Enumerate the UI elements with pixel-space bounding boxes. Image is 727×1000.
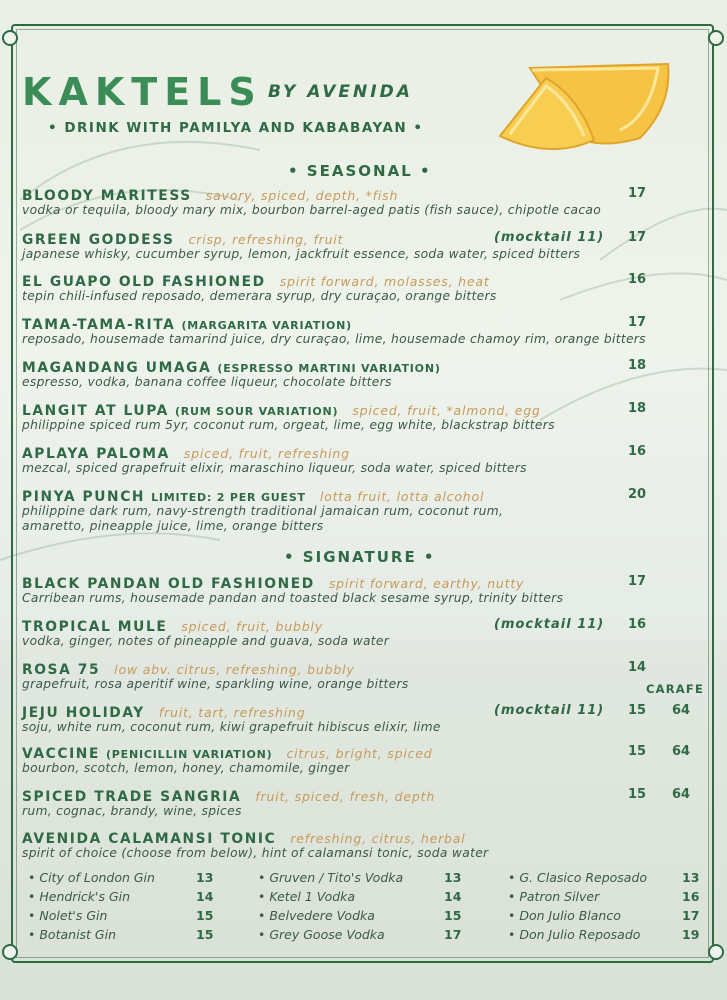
tasting-notes: fruit, spiced, fresh, depth: [255, 789, 436, 804]
menu-item: [22, 828, 712, 861]
spirit-option: [258, 889, 355, 904]
menu-item: [22, 229, 712, 262]
drink-name: APLAYA PALOMA: [22, 446, 170, 462]
tasting-notes: crisp, refreshing, fruit: [188, 232, 344, 247]
section-heading-signature: • SIGNATURE •: [284, 548, 436, 566]
spirit-option: [508, 889, 599, 904]
spirit-name: Ketel 1 Vodka: [269, 889, 356, 904]
spirit-name: Botanist Gin: [39, 927, 117, 942]
drink-description: vodka or tequila, bloody mary mix, bourbon barrel-aged patis (fish sauce), chipotle cacao: [22, 203, 602, 217]
spirit-option: [28, 870, 155, 885]
mocktail-price: (mocktail 11): [494, 703, 605, 718]
drink-price: 18: [628, 401, 647, 416]
drink-name: BLACK PANDAN OLD FASHIONED: [22, 576, 315, 592]
menu-item-header: [22, 702, 712, 720]
spirit-name: Nolet's Gin: [39, 908, 108, 923]
spirit-price: 17: [682, 908, 700, 923]
menu-item: [22, 659, 712, 692]
menu-item-header: [22, 185, 712, 203]
drink-description: Carribean rums, housemade pandan and toasted black sesame syrup, trinity bitters: [22, 591, 564, 605]
drink-name: SPICED TRADE SANGRIA: [22, 789, 242, 805]
drink-price: 16: [628, 272, 647, 287]
spirit-price: 13: [682, 870, 700, 885]
spirit-name: Hendrick's Gin: [39, 889, 131, 904]
menu-item: [22, 616, 712, 649]
drink-name: AVENIDA CALAMANSI TONIC: [22, 831, 277, 847]
spirit-option: [508, 870, 647, 885]
menu-item-header: [22, 400, 712, 418]
drink-description: philippine dark rum, navy-strength traditional jamaican rum, coconut rum,: [22, 504, 504, 518]
menu-item: [22, 314, 712, 347]
drink-description: japanese whisky, cucumber syrup, lemon, jackfruit essence, soda water, spiced bitters: [22, 247, 581, 261]
bullet-dot-icon: •: [28, 889, 36, 904]
menu-item-header: [22, 743, 712, 761]
tasting-notes: low abv. citrus, refreshing, bubbly: [114, 662, 355, 677]
carafe-price: 64: [672, 703, 691, 718]
mocktail-price: (mocktail 11): [494, 230, 605, 245]
drink-description: reposado, housemade tamarind juice, dry curaçao, lime, housemade chamoy rim, orange bitters: [22, 332, 646, 346]
spirit-option: [508, 908, 621, 923]
drink-price: 18: [628, 358, 647, 373]
spirit-option: [258, 870, 403, 885]
menu-item: [22, 185, 712, 218]
drink-description: espresso, vodka, banana coffee liqueur, chocolate bitters: [22, 375, 392, 389]
drink-variation: (PENICILLIN VARIATION): [105, 748, 273, 761]
drink-description: bourbon, scotch, lemon, honey, chamomile, ginger: [22, 761, 350, 775]
bullet-dot-icon: •: [508, 908, 516, 923]
corner-ornament: [2, 30, 18, 46]
spirit-price: 16: [682, 889, 700, 904]
bullet-dot-icon: •: [508, 870, 516, 885]
menu-item: [22, 573, 712, 606]
tasting-notes: spirit forward, molasses, heat: [279, 274, 490, 289]
spirit-price: 13: [196, 870, 214, 885]
menu-item: [22, 443, 712, 476]
drink-price: 16: [628, 617, 647, 632]
drink-name: TROPICAL MULE: [22, 619, 168, 635]
spirit-price: 15: [196, 927, 214, 942]
menu-item: [22, 486, 712, 534]
menu-item-header: [22, 786, 712, 804]
drink-price: 17: [628, 315, 647, 330]
spirit-name: Patron Silver: [519, 889, 600, 904]
spirit-option: [508, 927, 640, 942]
menu-title: KAKTELS: [22, 70, 263, 114]
drink-description: mezcal, spiced grapefruit elixir, maraschino liqueur, soda water, spiced bitters: [22, 461, 527, 475]
menu-tagline: • DRINK WITH PAMILYA AND KABABAYAN •: [48, 120, 424, 136]
menu-item-header: [22, 443, 712, 461]
bullet-dot-icon: •: [28, 927, 36, 942]
tasting-notes: lotta fruit, lotta alcohol: [319, 489, 485, 504]
menu-item: [22, 271, 712, 304]
spirit-name: Belvedere Vodka: [269, 908, 375, 923]
spirit-option: [258, 908, 375, 923]
carafe-column-label: CARAFE: [646, 682, 705, 696]
drink-price: 17: [628, 230, 647, 245]
drink-name: VACCINE: [22, 746, 100, 762]
bullet-dot-icon: •: [28, 908, 36, 923]
drink-description: amaretto, pineapple juice, lime, orange bitters: [22, 519, 324, 533]
tasting-notes: citrus, bright, spiced: [286, 746, 433, 761]
pineapple-slices-icon: [490, 56, 680, 166]
menu-byline: BY AVENIDA: [268, 82, 413, 102]
spirit-name: Gruven / Tito's Vodka: [269, 870, 404, 885]
carafe-price: 64: [672, 744, 691, 759]
menu-item: [22, 786, 712, 819]
tasting-notes: spiced, fruit, refreshing: [183, 446, 350, 461]
bullet-dot-icon: •: [508, 889, 516, 904]
spirit-name: G. Clasico Reposado: [519, 870, 648, 885]
spirit-name: Don Julio Blanco: [519, 908, 621, 923]
drink-name: TAMA-TAMA-RITA: [22, 317, 176, 333]
drink-description: soju, white rum, coconut rum, kiwi grapefruit hibiscus elixir, lime: [22, 720, 441, 734]
drink-variation: (MARGARITA VARIATION): [181, 319, 352, 332]
tasting-notes: spiced, fruit, bubbly: [181, 619, 323, 634]
spirit-option: [258, 927, 385, 942]
menu-item-header: [22, 229, 712, 247]
drink-price: 16: [628, 444, 647, 459]
bullet-dot-icon: •: [508, 927, 516, 942]
mocktail-price: (mocktail 11): [494, 617, 605, 632]
drink-variation: (RUM SOUR VARIATION): [174, 405, 339, 418]
tasting-notes: savory, spiced, depth, *fish: [205, 188, 399, 203]
spirit-price: 14: [444, 889, 462, 904]
menu-item: [22, 702, 712, 735]
drink-description: rum, cognac, brandy, wine, spices: [22, 804, 242, 818]
drink-variation: LIMITED: 2 PER GUEST: [151, 491, 306, 504]
drink-name: PINYA PUNCH: [22, 489, 146, 505]
drink-name: GREEN GODDESS: [22, 232, 175, 248]
drink-description: philippine spiced rum 5yr, coconut rum, orgeat, lime, egg white, blackstrap bitters: [22, 418, 555, 432]
drink-variation: (ESPRESSO MARTINI VARIATION): [217, 362, 441, 375]
spirit-price: 19: [682, 927, 700, 942]
spirit-name: City of London Gin: [39, 870, 155, 885]
drink-name: ROSA 75: [22, 662, 101, 678]
drink-price: 15: [628, 744, 647, 759]
drink-price: 15: [628, 703, 647, 718]
spirit-option: [28, 889, 130, 904]
drink-name: EL GUAPO OLD FASHIONED: [22, 274, 266, 290]
drink-name: LANGIT AT LUPA: [22, 403, 169, 419]
drink-description: tepin chili-infused reposado, demerara syrup, dry curaçao, orange bitters: [22, 289, 497, 303]
menu-item-header: [22, 271, 712, 289]
menu-item: [22, 743, 712, 776]
drink-description: grapefruit, rosa aperitif wine, sparkling wine, orange bitters: [22, 677, 409, 691]
menu-item-header: [22, 828, 712, 846]
section-heading-seasonal: • SEASONAL •: [288, 162, 432, 180]
drink-price: 14: [628, 660, 647, 675]
tasting-notes: spirit forward, earthy, nutty: [328, 576, 525, 591]
menu-item-header: [22, 659, 712, 677]
menu-item-header: [22, 486, 712, 504]
drink-price: 15: [628, 787, 647, 802]
bullet-dot-icon: •: [258, 870, 266, 885]
spirit-price: 15: [196, 908, 214, 923]
spirit-price: 17: [444, 927, 462, 942]
spirit-name: Don Julio Reposado: [519, 927, 641, 942]
tasting-notes: spiced, fruit, *almond, egg: [352, 403, 541, 418]
menu-item: [22, 357, 712, 390]
drink-description: spirit of choice (choose from below), hint of calamansi tonic, soda water: [22, 846, 489, 860]
menu-item-header: [22, 573, 712, 591]
bullet-dot-icon: •: [28, 870, 36, 885]
bullet-dot-icon: •: [258, 927, 266, 942]
tasting-notes: refreshing, citrus, herbal: [290, 831, 466, 846]
bullet-dot-icon: •: [258, 908, 266, 923]
menu-item-header: [22, 314, 712, 332]
corner-ornament: [708, 944, 724, 960]
corner-ornament: [2, 944, 18, 960]
drink-name: MAGANDANG UMAGA: [22, 360, 212, 376]
spirit-price: 14: [196, 889, 214, 904]
tasting-notes: fruit, tart, refreshing: [158, 705, 306, 720]
drink-name: BLOODY MARITESS: [22, 188, 192, 204]
drink-price: 17: [628, 186, 647, 201]
spirit-price: 15: [444, 908, 462, 923]
bullet-dot-icon: •: [258, 889, 266, 904]
spirit-name: Grey Goose Vodka: [269, 927, 385, 942]
menu-item: [22, 400, 712, 433]
drink-price: 17: [628, 574, 647, 589]
spirit-option: [28, 908, 107, 923]
corner-ornament: [708, 30, 724, 46]
drink-name: JEJU HOLIDAY: [22, 705, 145, 721]
spirit-price: 13: [444, 870, 462, 885]
carafe-price: 64: [672, 787, 691, 802]
menu-item-header: [22, 357, 712, 375]
drink-price: 20: [628, 487, 647, 502]
menu-item-header: [22, 616, 712, 634]
drink-description: vodka, ginger, notes of pineapple and guava, soda water: [22, 634, 390, 648]
spirit-option: [28, 927, 116, 942]
